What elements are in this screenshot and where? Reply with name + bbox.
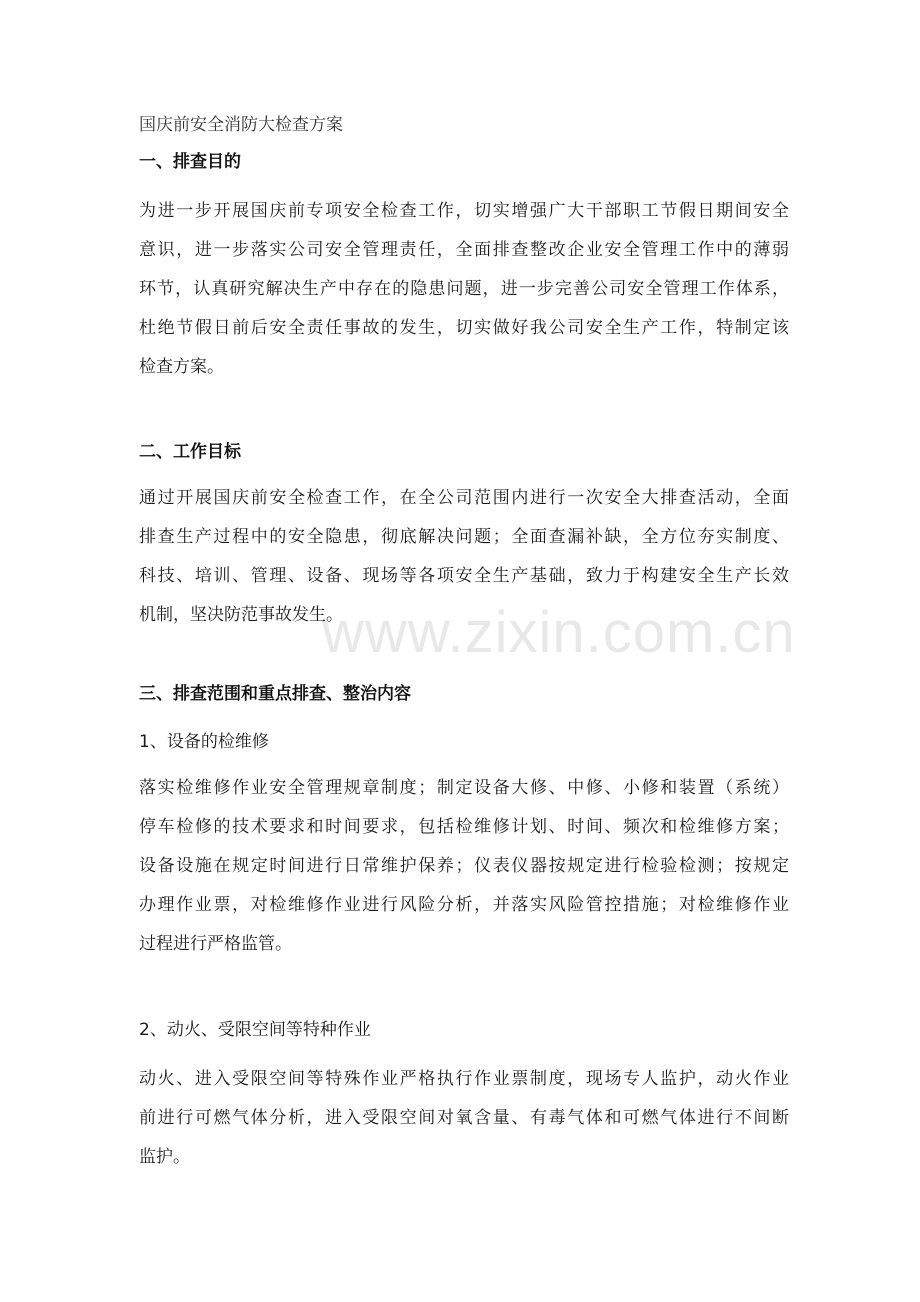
subsection-paragraph-special-operations (139, 1066, 789, 1183)
paragraph-line: 通过开展国庆前安全检查工作，在全公司范围内进行一次安全大排查活动，全面 (139, 488, 789, 508)
paragraph-line: 科技、培训、管理、设备、现场等各项安全生产基础，致力于构建安全生产长效 (139, 566, 789, 586)
section-paragraph-purpose (139, 198, 789, 393)
paragraph-line: 设备设施在规定时间进行日常维护保养；仪表仪器按规定进行检验检测；按规定 (139, 856, 789, 876)
section-paragraph-goals (139, 485, 789, 641)
paragraph-line: 意识，进一步落实公司安全管理责任，全面排查整改企业安全管理工作中的薄弱 (139, 240, 789, 260)
paragraph-line: 过程进行严格监管。 (139, 934, 292, 954)
paragraph-line: 环节，认真研究解决生产中存在的隐患问题，进一步完善公司安全管理工作体系， (139, 279, 789, 299)
document-title: 国庆前安全消防大检查方案 (139, 115, 343, 135)
subsection-paragraph-equipment-maintenance (139, 775, 789, 970)
paragraph-line: 停车检修的技术要求和时间要求，包括检维修计划、时间、频次和检维修方案； (139, 817, 789, 837)
subsection-title-equipment-maintenance: 1、设备的检维修 (139, 732, 269, 752)
watermark-text: www.zixin.com.cn (322, 600, 796, 665)
paragraph-line: 检查方案。 (139, 357, 224, 377)
subsection-title-special-operations: 2、动火、受限空间等特种作业 (139, 1020, 371, 1040)
paragraph-line: 落实检维修作业安全管理规章制度；制定设备大修、中修、小修和装置（系统） (139, 778, 789, 798)
paragraph-line: 为进一步开展国庆前专项安全检查工作，切实增强广大干部职工节假日期间安全 (139, 201, 789, 221)
paragraph-line: 杜绝节假日前后安全责任事故的发生，切实做好我公司安全生产工作，特制定该 (139, 318, 789, 338)
section-heading-goals: 二、工作目标 (139, 442, 241, 462)
paragraph-line: 办理作业票，对检维修作业进行风险分析，并落实风险管控措施；对检维修作业 (139, 895, 789, 915)
paragraph-line: 排查生产过程中的安全隐患，彻底解决问题；全面查漏补缺，全方位夯实制度、 (139, 527, 789, 547)
paragraph-line: 前进行可燃气体分析，进入受限空间对氧含量、有毒气体和可燃气体进行不间断 (139, 1108, 789, 1128)
paragraph-line: 机制，坚决防范事故发生。 (139, 605, 343, 625)
section-heading-purpose: 一、排查目的 (139, 152, 241, 172)
section-heading-scope: 三、排查范围和重点排查、整治内容 (139, 684, 411, 704)
paragraph-line: 动火、进入受限空间等特殊作业严格执行作业票制度，现场专人监护，动火作业 (139, 1069, 789, 1089)
paragraph-line: 监护。 (139, 1147, 190, 1167)
